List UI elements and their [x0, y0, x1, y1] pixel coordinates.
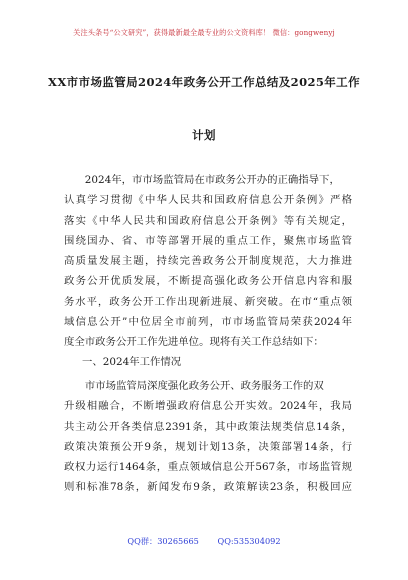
paragraph-line: 2024年，市市场监管局在市政务公开办的正确指导下， [84, 174, 340, 186]
document-title-line-1: XX市市场监管局2024年政务公开工作总结及2025年工作 [48, 75, 360, 89]
paragraph-line: 认真学习贯彻《中华人民共和国政府信息公开条例》严格 [64, 194, 352, 207]
footer-qq: QQ:535304092 [217, 536, 281, 546]
paragraph-line: 市市场监管局深度强化政务公开、政务服务工作的双 [84, 380, 324, 392]
paragraph-line: 度全市政务公开工作先进单位。现将有关工作总结如下： [64, 336, 324, 349]
paragraph-line: 务水平，政务公开工作出现新进展、新突破。在市“重点领 [64, 295, 352, 308]
paragraph-line: 政权力运行1464条，重点领域信息公开567条，市场监管规 [64, 461, 352, 474]
footer-qq-group: QQ群：30265665 [127, 536, 199, 546]
section-heading: 一、2024年工作情况 [82, 356, 182, 368]
document-title-line-2: 计划 [192, 128, 216, 142]
footer-contact [0, 536, 408, 547]
header-promo-note: 关注头条号“公文研究”，获得最新最全最专业的公文资料库！ 微信：gongwenyj [73, 28, 335, 37]
paragraph-intro [64, 170, 352, 353]
paragraph-line: 政务公开优质发展，不断提高强化政务公开信息内容和服 [64, 275, 352, 288]
paragraph-line: 则和标准78条，新闻发布9条，政策解读23条，积极回应 [64, 481, 352, 494]
paragraph-line: 共主动公开各类信息2391条，其中政策法规类信息14条， [64, 420, 352, 433]
paragraph-work-status [64, 376, 352, 498]
paragraph-line: 域信息公开”中位居全市前列，市市场监管局荣获2024年 [64, 316, 352, 329]
paragraph-line: 围绕国办、省、市等部署开展的重点工作，聚焦市场监管 [64, 234, 352, 247]
paragraph-line: 高质量发展主题，持续完善政务公开制度规范，大力推进 [64, 255, 352, 268]
paragraph-line: 升级相融合，不断增强政府信息公开实效。2024年，我局 [64, 400, 352, 413]
paragraph-line: 政策决策预公开9条，规划计划13条，决策部署14条，行 [64, 440, 352, 453]
paragraph-line: 落实《中华人民共和国政府信息公开条例》等有关规定， [64, 214, 352, 227]
